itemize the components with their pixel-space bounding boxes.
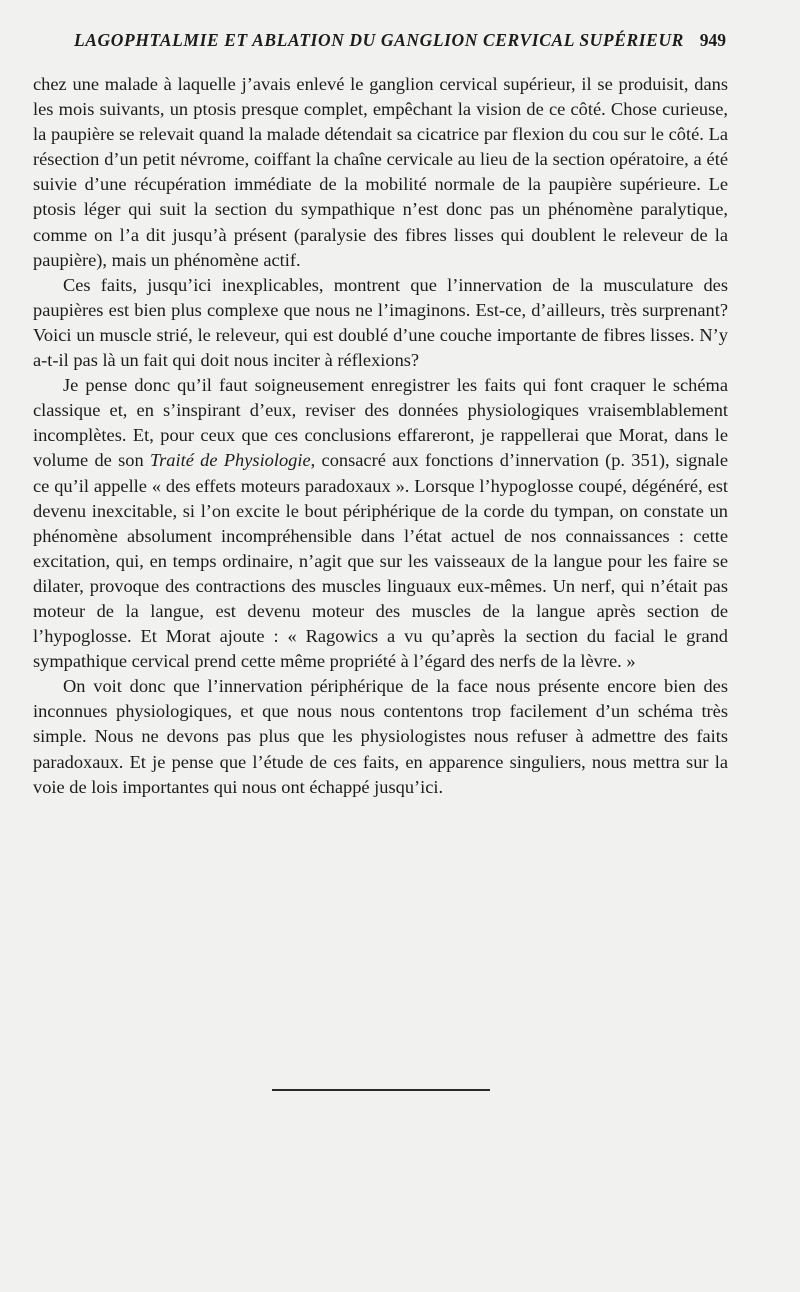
paragraph-text: , consacré aux fonctions d’innervation (p. 351), signale ce qu’il appelle « des effets moteurs paradoxaux ». Lorsque l’hypoglosse coupé, dégénéré, est devenu inexcitable, si l’on excite le bout périphérique de la corde du tympan, on constate un phénomène absolument incompréhensible dans l’état actuel de nos connaissances : cette excitation, qui, en temps ordinaire, n’agit que sur les vaisseaux de la langue pour les faire se dilater, provoque des contractions des muscles linguaux eux-mêmes. Un nerf, qui n’était pas moteur de la langue, est devenu moteur des muscles de la langue après section de l’hypoglosse. Et Morat ajoute : « Ragowics a vu qu’après la section du facial le grand sympathique cervical prend cette même propriété à l’égard des nerfs de la lèvre. » [33, 450, 728, 672]
paragraph-continued: chez une malade à laquelle j’avais enlevé le ganglion cervical supérieur, il se produisit, dans les mois suivants, un ptosis presque complet, empêchant la vision de ce côté. Chose curieuse, la paupière se relevait quand la malade détendait sa cicatrice par flexion du cou sur le côté. La résection d’un petit névrome, coiffant la chaîne cervicale au lieu de la section opératoire, a été suivie d’une récupération immédiate de la mobilité normale de la paupière supérieure. Le ptosis léger qui suit la section du sympathique n’est donc pas un phénomène paralytique, comme on l’a dit jusqu’à présent (paralysie des fibres lisses qui doublent le releveur de la paupière), mais un phénomène actif. [33, 74, 728, 270]
book-title-italic: Traité de Physiologie [149, 450, 311, 471]
body-text [33, 72, 728, 800]
paragraph: On voit donc que l’innervation périphérique de la face nous présente encore bien des inconnues physiologiques, et que nous nous contentons trop facilement d’un schéma très simple. Nous ne devons pas plus que les physiologistes nous refuser à admettre des faits paradoxaux. Et je pense que l’étude de ces faits, en apparence singuliers, nous mettra sur la voie de lois importantes qui nous ont échappé jusqu’ici. [33, 676, 728, 797]
page-number: 949 [699, 30, 726, 50]
paragraph-text: Je pense donc qu’il faut soigneusement enregistrer les faits qui font craquer le schéma classique et, en s’inspirant d’eux, reviser des données physiologiques vraisemblablement incomplètes. Et, pour ceux que ces conclusions effareront, je rappellerai que Morat, dans le volume de son [33, 375, 728, 471]
paragraph: Ces faits, jusqu’ici inexplicables, montrent que l’innervation de la musculature des paupières est bien plus complexe que nous ne l’imaginons. Est-ce, d’ailleurs, très surprenant? Voici un muscle strié, le releveur, qui est doublé d’une couche importante de fibres lisses. N’y a-t-il pas là un fait qui doit nous inciter à réflexions? [33, 274, 728, 371]
end-rule [272, 1089, 490, 1091]
running-head [74, 30, 726, 54]
running-title: LAGOPHTALMIE ET ABLATION DU GANGLION CERVICAL SUPÉRIEUR [74, 30, 684, 50]
paragraph [33, 373, 728, 674]
